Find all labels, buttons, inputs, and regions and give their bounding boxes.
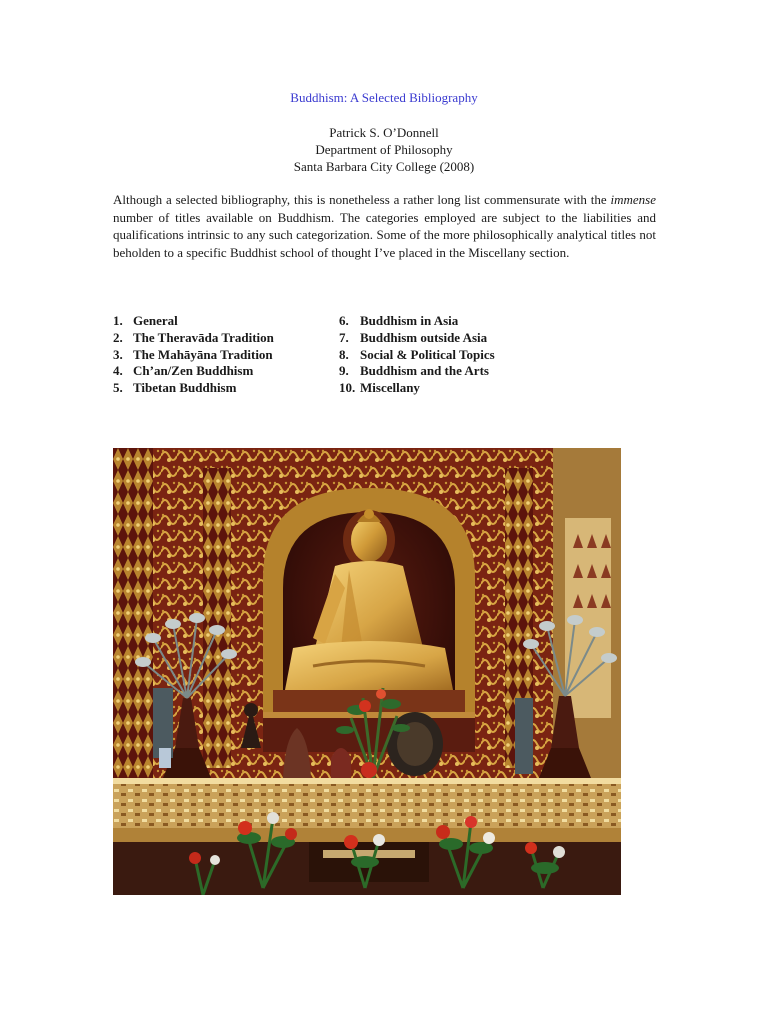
contents-item — [339, 313, 589, 330]
contents-item — [339, 380, 589, 397]
contents-number: 8. — [339, 346, 349, 362]
contents-label: Tibetan Buddhism — [133, 380, 237, 396]
left-panel — [113, 448, 153, 778]
contents-label: Ch’an/Zen Buddhism — [133, 363, 254, 379]
contents-label: Buddhism and the Arts — [360, 363, 489, 379]
contents-number: 2. — [113, 329, 123, 345]
author-block — [0, 124, 768, 175]
contents-number: 3. — [113, 346, 123, 362]
contents-list-right — [339, 313, 589, 397]
contents-number: 4. — [113, 363, 123, 379]
contents-label: Social & Political Topics — [360, 346, 495, 362]
contents-label: Buddhism in Asia — [360, 313, 459, 328]
intro-paragraph — [113, 191, 656, 261]
contents-item — [113, 363, 333, 380]
contents-number: 6. — [339, 313, 349, 328]
author-name: Patrick S. O’Donnell — [329, 125, 439, 140]
contents-item — [339, 363, 589, 380]
contents-item — [113, 380, 333, 397]
contents-label: The Theravāda Tradition — [133, 329, 274, 345]
contents-item — [339, 347, 589, 364]
contents-item — [113, 330, 333, 347]
contents-number: 5. — [113, 380, 123, 396]
intro-emphasis: immense — [610, 192, 656, 207]
left-inner-panel — [203, 468, 231, 768]
contents-item — [113, 313, 333, 330]
intro-text-start: Although a selected bibliography, this is nonetheless a rather long list commensurate with the — [113, 192, 611, 207]
contents-number: 7. — [339, 329, 349, 345]
contents-number: 10. — [339, 380, 356, 396]
contents-label: General — [133, 313, 178, 328]
contents-label: The Mahāyāna Tradition — [133, 346, 273, 362]
contents-number: 1. — [113, 313, 123, 328]
contents-label: Miscellany — [360, 380, 420, 396]
altar-edge — [113, 778, 621, 784]
altar-table — [113, 778, 621, 828]
department: Department of Philosophy — [315, 142, 453, 157]
institution: Santa Barbara City College (2008) — [293, 159, 475, 174]
contents-item — [339, 330, 589, 347]
contents-number: 9. — [339, 363, 349, 379]
contents-item — [113, 347, 333, 364]
intro-text-end: number of titles available on Buddhism. The categories employed are subject to the liabilities and qualifications intrinsic to any such categorization. Some of the more philosophically analytical titles not beholden to a specific Buddhist school of thought I’ve placed in the Miscellany section. — [113, 209, 656, 260]
shrine-illustration — [113, 448, 621, 895]
contents-list-left — [113, 313, 333, 397]
buddha-shrine-photo — [113, 448, 621, 895]
document-title: Buddhism: A Selected Bibliography — [290, 90, 478, 105]
altar-trim — [113, 828, 621, 842]
contents-label: Buddhism outside Asia — [360, 329, 488, 345]
